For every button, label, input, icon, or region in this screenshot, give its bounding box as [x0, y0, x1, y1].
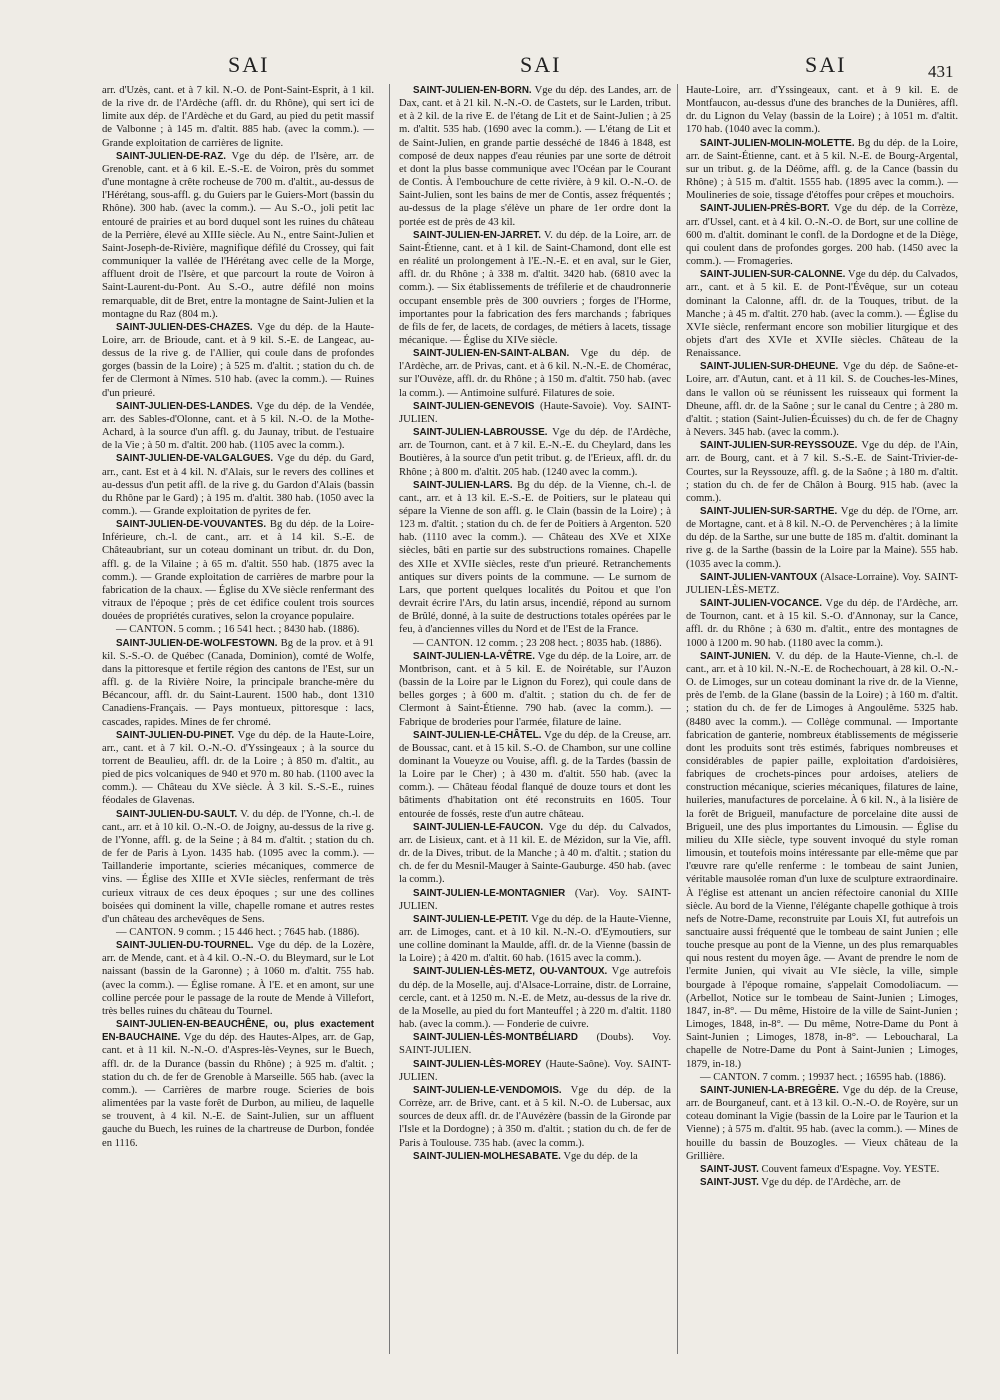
entry-text: V. du dép. de l'Yonne, ch.-l. de cant., arr. et à 10 kil. O.-N.-O. de Joigny, au-dessus de la rive g. de l'Yonne, affl. g. de la Seine ; à 84 m. d'altit. ; station du ch. de fer de Paris à Lyon. 1435 hab. (1095 avec la comm.). — Taillanderie importante, scieries mécaniques, commerce de vins. — Église des XIIIe et XVIe siècles, renfermant de très curieux vitraux de ces deux époques ; sur une des collines boisées qui dominent la ville, chapelle romane et autres restes d'un château des archevêques de Sens. — [102, 808, 374, 925]
dictionary-entry — [686, 268, 958, 360]
dictionary-entry — [686, 650, 958, 1071]
entry-headword: SAINT-JULIEN-LÈS-MOREY — [413, 1058, 542, 1070]
entry-text: Vge du dép. de l'Ardèche, arr. de Tournon, cant. et à 7 kil. E.-N.-E. du Cheylard, dans les Boutières, à la source d'un petit tribut. g. de l'Erieux, affl. dr. du Rhône ; à 800 m. d'altit. 205 hab. (1240 avec la comm.). — [399, 427, 671, 478]
entry-headword: SAINT-JUNIEN. — [700, 650, 771, 662]
entry-headword: SAINT-JULIEN-VANTOUX — [700, 571, 818, 583]
dictionary-entry — [686, 202, 958, 268]
entry-headword: SAINT-JULIEN-DU-SAULT. — [116, 808, 238, 820]
page-number: 431 — [928, 62, 954, 81]
dictionary-entry — [102, 637, 374, 729]
dictionary-entry — [686, 1071, 958, 1084]
text-column-3 — [686, 84, 958, 1189]
entry-text: Vge du dép. du Calvados, arr., cant. et à 5 kil. E. de Pont-l'Évêque, sur un coteau dominant la Calonne, affl. dr. de la Touques, tribut. de la Manche ; à 45 m. d'altit. 270 hab. (avec la comm.). — Église du XVIe siècle, renfermant encore son mobilier liturgique et des objets d'art des XVIe et XVIIe siècles. Château de la Renaissance. — [686, 269, 958, 360]
dictionary-entry — [686, 571, 958, 597]
dictionary-entry — [102, 452, 374, 518]
entry-text: arr. d'Uzès, cant. et à 7 kil. N.-O. de Pont-Saint-Esprit, à 1 kil. de la rive dr. de l'Ardèche (affl. dr. du Rhône), qui sert ici de limite aux dép. de l'Ardèche et du Gard, au pied du petit massif de Valbonne ; à 145 m. d'altit. 885 hab. (avec la comm.). — Grande exploitation de carrières de lignite. — [102, 85, 374, 149]
entry-text: Vge du dép. de la Vendée, arr. des Sables-d'Olonne, cant. et à 5 kil. N.-O. de la Mothe-Achard, à la source d'un affl. g. du Jaunay, tribut. de l'estuaire de la Vie ; à 50 m. d'altit. 200 hab. (1105 avec la comm.). — [102, 400, 374, 452]
entry-headword: SAINT-JULIEN-DE-WOLFESTOWN. — [116, 637, 278, 649]
running-head-left: SAI — [228, 52, 270, 77]
dictionary-entry — [686, 1163, 958, 1176]
entry-text: (Var). Voy. SAINT-JULIEN. — [399, 887, 671, 912]
text-column-2 — [399, 84, 671, 1163]
entry-text: Vge du dép. de la Haute-Vienne, arr. de Limoges, cant. et à 10 kil. N.-N.-O. d'Eymoutiers, sur une colline dominant la Maulde, affl. dr. de la Vienne (bassin de la Loire) ; à 420 m. d'altit. 60 hab. (1615 avec la comm.). — [399, 913, 671, 965]
entry-text: — CANTON. 12 comm. ; 23 208 hect. ; 8035 hab. (1886). — [413, 637, 662, 649]
dictionary-entry — [399, 729, 671, 821]
column-rule — [677, 84, 678, 1354]
entry-headword: SAINT-JULIEN-SUR-DHEUNE. — [700, 361, 839, 373]
dictionary-entry — [399, 821, 671, 887]
entry-text: Vge du dép. de l'Orne, arr. de Mortagne, cant. et à 8 kil. N.-O. de Pervenchères ; à la limite du dép. de la Sarthe, sur une butte de 185 m. d'altit. dominant la rive g. de la Sarthe (bassin de la Loire par la Maine). 555 hab. (1035 avec la comm.). — [686, 506, 958, 570]
dictionary-entry — [102, 729, 374, 808]
entry-text: — CANTON. 5 comm. ; 16 541 hect. ; 8430 hab. (1886). — [116, 624, 360, 636]
entry-headword: SAINT-JULIEN-DU-PINET. — [116, 729, 235, 741]
dictionary-entry — [686, 137, 958, 203]
running-head-right: SAI — [805, 52, 847, 77]
entry-headword: SAINT-JULIEN-DE-VALGALGUES. — [116, 453, 274, 465]
dictionary-entry — [399, 479, 671, 637]
dictionary-entry — [686, 1176, 958, 1189]
dictionary-entry — [399, 1150, 671, 1163]
entry-text: Vge du dép. de la Creuse, arr. de Boussac, cant. et à 15 kil. S.-O. de Chambon, sur une colline dominant la Voueyze ou Vouise, affl. g. de la Tardes (bassin de la Loire par le Cher) ; à 430 m. d'altit. 550 hab. (avec la comm.). — Château féodal flanqué de douze tours et dont les bâtiments d'habitation ont été reconstruits en 1605. Tour entourée de fossés, reste d'un autre château. — [399, 729, 671, 820]
entry-headword: SAINT-JULIEN-EN-SAINT-ALBAN. — [413, 348, 570, 360]
dictionary-entry — [102, 1018, 374, 1150]
entry-text: V. du dép. de la Loire, arr. de Saint-Étienne, cant. et à 1 kil. de Saint-Chamond, dont elle est en réalité un prolongement à l'E.-N.-E. et en aval, sur le Gier, affl. dr. du Rhône ; à 338 m. d'altit. 3420 hab. (6810 avec la comm.). — Six établissements de tréfilerie et de chaudronnerie occupant ensemble près de 300 ouvriers ; forges de l'Horme, importantes pour la fabrication des fers marchands ; fabriques de fils de fer, de lacets, de cordages, de métiers à lacets, tissage mécanique. — Église du XIVe siècle. — [399, 229, 671, 346]
entry-text: (Haute-Saône). Voy. SAINT-JULIEN. — [399, 1058, 671, 1083]
dictionary-entry — [399, 887, 671, 913]
entry-text: Vge du dép. de Saône-et-Loire, arr. d'Autun, cant. et à 11 kil. S. de Couches-les-Mines, dans le vallon où se réunissent les ruisseaux qui forment la Dheune, affl. dr. de la Saône ; sur le canal du Centre ; à 280 m. d'altit. ; station (Saint-Julien-Écuisses) du ch. de fer de Chagny à Nevers. 345 hab. (avec la comm.). — [686, 361, 958, 439]
entry-headword: SAINT-JULIEN-EN-BEAUCHÊNE, ou, plus exactement EN-BAUCHAINE. — [102, 1019, 374, 1044]
entry-text: Vge du dép. du Calvados, arr. de Lisieux, cant. et à 11 kil. E. de Mézidon, sur la Vie, affl. dr. de la Dives, tribut. de la Manche ; à 40 m. d'altit. ; station du ch. de fer du Mesnil-Mauger à Sainte-Gauburge. 450 hab. (avec la comm.). — [399, 821, 671, 886]
entry-headword: SAINT-JULIEN-DES-CHAZES. — [116, 321, 253, 333]
entry-text: — CANTON. 9 comm. ; 15 446 hect. ; 7645 hab. (1886). — [116, 927, 360, 938]
dictionary-entry — [399, 1084, 671, 1150]
entry-headword: SAINT-JULIEN-LA-VÊTRE. — [413, 650, 535, 662]
entry-headword: SAINT-JUST. — [700, 1163, 759, 1175]
dictionary-entry — [102, 400, 374, 453]
entry-headword: SAINT-JULIEN-LE-CHÂTEL. — [413, 729, 542, 741]
entry-text: Haute-Loire, arr. d'Yssingeaux, cant. et à 9 kil. E. de Montfaucon, au-dessus d'une des branches de la Dunières, affl. dr. du Lignon du Velay (bassin de la Loire) ; à 1051 m. d'altit. 170 hab. (1040 avec la comm.). — [686, 85, 958, 136]
dictionary-entry — [686, 439, 958, 505]
running-head-center: SAI — [520, 52, 562, 77]
entry-text: Bg du dép. de la Loire-Inférieure, ch.-l. de cant., arr. et à 14 kil. S.-E. de Châteaubriant, sur un coteau dominant un tribut. dr. du Don, affl. g. de la Vilaine ; à 65 m. d'altit. 550 hab. (1875 avec la comm.). — Grande exploitation de carrières de marbre pour la fabrication de la chaux. — Église du XVe siècle renfermant des vitraux de l'époque ; près de cet édifice coulent trois sources douées de propriétés curatives, selon la croyance populaire. — [102, 519, 374, 623]
dictionary-entry — [399, 1058, 671, 1084]
entry-text: V. du dép. de la Haute-Vienne, ch.-l. de cant., arr. et à 10 kil. N.-N.-E. de Rochechouart, à 28 kil. O.-N.-O. de Limoges, sur un coteau dominant la rive dr. de la Vienne, près de l'emb. de la Glane (bassin de la Loire) ; à 160 m. d'altit. ; station du ch. de fer de Limoges à Angoulême. 5325 hab. (8480 avec la comm.). — Collège communal. — Importante fabrication de ganterie, nombreux établissements de mégisserie dont les produits sont très estimés, fabriques nombreuses et considérables de papier paille, exploitation d'ardoisières, fabriques de crochets-pinces pour ardoises, ateliers de construction mécanique, scieries mécaniques, filatures de laine, huileries, manufactures de porcelaine. À 6 kil. N., à la lisière de la forêt de Brigueil, manufacture de porcelaine dite aussi de Brigueil, une des plus importantes du Limousin. — Église du milieu du XIIe siècle, type souvent invoqué du style roman limousin, et toutefois moins intéressante par elle-même que par l'œuvre rare qu'elle renferme : le tombeau de saint Junien, véritable mausolée roman d'un luxe de sculpture extraordinaire. À l'église est attenant un ancien réfectoire canonial du XIIIe siècle. Au bord de la Vienne, l'élégante chapelle gothique à trois nefs de Notre-Dame, reconstruite par Louis XI, fut autrefois un sanctuaire aussi fréquenté que le tombeau de saint Junien ; elle touche presque au pont de la Vienne, un des plus remarquables qui nous restent du moyen âge. — Avant de prendre le nom de l'ermite Junien, qui vivait au VIe siècle, la ville, simple bourgade à l'époque romaine, s'appelait Comodoliacum. — (Arbellot, Notice sur le tombeau de Saint-Junien ; Limoges, 1847, in-8°. — Du même, Histoire de la ville de Saint-Junien ; Limoges, 1848, in-8°. — Du même, Notre-Dame du Pont à Saint-Junien ; Limoges, 1878, in-8°. — Leboucharal, La chapelle de Notre-Dame du Pont à Saint-Junien ; Limoges, 1879, in-18.) — [686, 650, 958, 1070]
dictionary-entry — [399, 913, 671, 966]
dictionary-entry — [686, 1084, 958, 1163]
entry-headword: SAINT-JULIEN-PRÈS-BORT. — [700, 203, 830, 215]
entry-text: Vge du dép. de l'Ardèche, arr. de — [758, 1176, 901, 1188]
dictionary-entry — [686, 360, 958, 439]
dictionary-entry — [399, 965, 671, 1031]
entry-text: Vge du dép. de la Loire, arr. de Montbrison, cant. et à 5 kil. E. de Noirétable, sur l'Auzon (bassin de la Loire par le Lignon du Forez), qui coule dans de belles gorges ; à 600 m. d'altit. ; station du ch. de fer de Clermont à Saint-Étienne. 790 hab. (avec la comm.). — Fabrique de broderies pour l'armée, filature de laine. — [399, 650, 671, 728]
entry-text: (Alsace-Lorraine). Voy. SAINT-JULIEN-LÈS-METZ. — [686, 571, 958, 596]
entry-text: Couvent fameux d'Espagne. Voy. YESTE. — [758, 1163, 940, 1175]
entry-headword: SAINT-JULIEN-DES-LANDES. — [116, 400, 253, 412]
entry-headword: SAINT-JULIEN-DE-VOUVANTES. — [116, 519, 267, 531]
entry-headword: SAINT-JUNIEN-LA-BREGÈRE. — [700, 1084, 839, 1096]
entry-headword: SAINT-JULIEN-DE-RAZ. — [116, 150, 226, 162]
entry-text: Vge du dép. de l'Ardèche, arr. de Privas, cant. et à 6 kil. N.-N.-E. de Chomérac, sur l'Ouvèze, affl. dr. du Rhône ; à 150 m. d'altit. 750 hab. (avec la comm.). — Antimoine sulfuré. Filatures de soie. — [399, 348, 671, 399]
entry-headword: SAINT-JULIEN-SUR-SARTHE. — [700, 506, 838, 517]
dictionary-entry — [102, 321, 374, 400]
entry-text: — CANTON. 7 comm. ; 19937 hect. ; 16595 hab. (1886). — [700, 1071, 947, 1083]
dictionary-entry — [686, 597, 958, 650]
dictionary-entry — [399, 637, 671, 650]
entry-headword: SAINT-JULIEN-EN-BORN. — [413, 85, 532, 96]
entry-headword: SAINT-JULIEN-SUR-CALONNE. — [700, 269, 846, 281]
entry-headword: SAINT-JULIEN-GENEVOIS — [413, 400, 535, 412]
entry-text: Vge du dép. de la Lozère, arr. de Mende, cant. et à 4 kil. O.-N.-O. du Bleymard, sur le Lot naissant (bassin de la Garonne) ; à 1060 m. d'altit. 755 hab. (avec la comm.). — Église romane. À l'E. et en amont, sur une colline percée pour le passage de la route de Mende à Villefort, très belles ruines du château du Tournel. — [102, 940, 374, 1017]
entry-text: Vge du dép. de l'Isère, arr. de Grenoble, cant. et à 6 kil. E.-S.-E. de Voiron, près du sommet d'une montagne à crête rocheuse de 700 m. d'altit., au-dessus de l'Hérétang, sous-affl. g. du Guiers par le Guiers-Mort (bassin du Rhône). 300 hab. (avec la comm.). — Au S.-O., joli petit lac entouré de prairies et au bord duquel sont les ruines du château de la Perrière, élevé au XIIIe siècle. Au N., entre Saint-Julien et Saint-Joseph-de-Rivière, magnifique défilé du Crossey, qui fait communiquer la vallée de l'Hérétang avec celle de la Morge, affluent droit de l'Isère, et que parcourt la route de Voiron à Saint-Laurent-du-Pont. Au S.-O., autre défilé non moins remarquable, dit de Bret, entre la montagne de Saint-Julien et la montagne du Raz (804 m.). — [102, 150, 374, 320]
entry-text: (Doubs). Voy. SAINT-JULIEN. — [399, 1032, 671, 1057]
entry-headword: SAINT-JULIEN-LABROUSSE. — [413, 427, 548, 439]
entry-text: Vge du dép. des Hautes-Alpes, arr. de Gap, cant. et à 11 kil. N.-N.-O. d'Aspres-lès-Veynes, sur le Buech, affl. dr. de la Durance (bassin du Rhône) ; à 925 m. d'altit. ; station du ch. de fer de Grenoble à Marseille. 565 hab. (avec la comm.). — Carrières de marbre rouge. Scieries de bois alimentées par la vaste forêt de Durbon, au milieu, de laquelle se trouvent, à 4 kil. N.-E. de Saint-Julien, sur un affluent gauche du Buech, les ruines de la chartreuse de Durbon, fondée en 1116. — [102, 1032, 374, 1149]
dictionary-entry — [102, 926, 374, 939]
entry-headword: SAINT-JUST. — [700, 1176, 759, 1188]
dictionary-entry — [686, 84, 958, 137]
entry-headword: SAINT-JULIEN-LÈS-METZ, OU-VANTOUX. — [413, 966, 608, 978]
entry-headword: SAINT-JULIEN-MOLHESABATE. — [413, 1150, 561, 1162]
dictionary-entry — [399, 1031, 671, 1057]
entry-headword: SAINT-JULIEN-LE-PETIT. — [413, 913, 529, 925]
dictionary-entry — [102, 939, 374, 1018]
entry-text: Vge du dép. des Landes, arr. de Dax, cant. et à 21 kil. N.-N.-O. de Castets, sur le Larden, tribut. et à 2 kil. de la rive E. de l'étang de Lit et de Saint-Julien ; à 25 m. d'altit. 535 hab. (1690 avec la comm.). — L'étang de Lit et de Saint-Julien, en grande partie desséché de 1846 à 1848, est composé de deux nappes d'eau réunies par une sorte de détroit et dont la plus basse communique avec l'Océan par le Courant de Contis. À l'embouchure de cette rivière, à 9 kil. O.-N.-O. de Saint-Julien, sont les bains de mer de Contis, assez fréquentés ; au-dessus de la plage s'élève un phare de 1er ordre dont la portée est de près de 43 kil. — [399, 85, 671, 228]
entry-headword: SAINT-JULIEN-LE-MONTAGNIER — [413, 887, 566, 899]
entry-text: Vge du dép. de la Haute-Loire, arr., cant. et à 7 kil. O.-N.-O. d'Yssingeaux ; à la source du torrent de Beaulieu, affl. dr. de la Loire ; à 850 m. d'altit., au pied de pics volcaniques de 940 et 970 m. 80 hab. (1100 avec la comm.). — Château du XVe siècle. À 3 kil. S.-S.-E., ruines féodales de Glavenas. — [102, 729, 374, 807]
dictionary-entry — [102, 808, 374, 926]
entry-headword: SAINT-JULIEN-LE-FAUCON. — [413, 821, 544, 833]
entry-text: Vge du dép. de la Creuse, arr. de Bourganeuf, cant. et à 13 kil. O.-N.-O. de Royère, sur un coteau dominant la Vigie (bassin de la Loire par le Taurion et la Vienne) ; à 575 m. d'altit. 95 hab. (avec la comm.). — Mines de houille du bassin de Bouzogles. — Vieux château de la Grillière. — [686, 1084, 958, 1162]
entry-text: Vge du dép. de la — [560, 1150, 638, 1162]
dictionary-entry — [399, 400, 671, 426]
text-column-1 — [102, 84, 374, 1150]
dictionary-entry — [102, 84, 374, 150]
entry-headword: SAINT-JULIEN-EN-JARRET. — [413, 229, 541, 241]
entry-headword: SAINT-JULIEN-SUR-REYSSOUZE. — [700, 440, 858, 452]
entry-text: Vge du dép. de la Haute-Loire, arr. de Brioude, cant. et à 9 kil. S.-E. de Langeac, au-dessus de la rive g. de l'Allier, qui coule dans de profondes gorges (bassin de la Loire) ; à 525 m. d'altit. ; station du ch. de fer de Clermont à Nîmes. 510 hab. (avec la comm.). — Ruines d'un prieuré. — [102, 321, 374, 399]
dictionary-entry — [102, 623, 374, 636]
dictionary-entry — [102, 518, 374, 623]
entry-headword: SAINT-JULIEN-LE-VENDOMOIS. — [413, 1084, 562, 1096]
entry-headword: SAINT-JULIEN-LARS. — [413, 479, 513, 491]
entry-text: (Haute-Savoie). Voy. SAINT-JULIEN. — [399, 400, 671, 425]
dictionary-entry — [399, 84, 671, 229]
entry-headword: SAINT-JULIEN-DU-TOURNEL. — [116, 940, 254, 952]
entry-text: Bg du dép. de la Vienne, ch.-l. de cant., arr. et à 13 kil. E.-S.-E. de Poitiers, sur le plateau qui sépare la Vienne de son affl. g. le Clain (bassin de la Loire) ; à 123 m. d'altit. ; station du ch. de fer de Poitiers à Argenton. 520 hab. (1110 avec la comm.). — Château des XVe et XIXe siècles, bâti en partie sur des substructions romaines. Chapelle des XIIe et XVIIe siècles, reste d'un prieuré. Retranchements antiques sur divers points de la commune. — Le surnom de Lars, que portent quelques localités du Poitou et que l'on devrait écrire l'Ars, du latin arsus, incendié, répond au surnom de Brûlé, donné, à la suite de destructions totales opérées par le feu, à d'anciennes villes du Nord et de l'Est de la France. — [399, 479, 671, 636]
entry-text: Bg de la prov. et à 91 kil. S.-S.-O. de Québec (Canada, Dominion), comté de Wolfe, dans la pittoresque et fertile région des cantons de l'Est, sur un affl. g. de la Rivière Noire, la principale branche-mère du Bécancour, affl. dr. du Saint-Laurent. 1500 hab., dont 1310 Canadiens-Français. — Pays montueux, pittoresque : lacs, cascades, rapides. Mines de fer chromé. — [102, 637, 374, 728]
entry-text: Vge autrefois du dép. de la Moselle, auj. d'Alsace-Lorraine, distr. de Lorraine, cercle, cant. et à 1250 m. N.-E. de Metz, au-dessus de la rive dr. de la Moselle, au pied du fort Manteuffel ; à 220 m. d'altit. 1180 hab. (avec la comm.). — Fonderie de cuivre. — [399, 966, 671, 1031]
column-rule — [389, 84, 390, 1354]
entry-headword: SAINT-JULIEN-LÈS-MONTBÉLIARD — [413, 1032, 578, 1044]
entry-text: Vge du dép. de la Corrèze, arr. d'Ussel, cant. et à 4 kil. O.-N.-O. de Bort, sur une colline de 600 m. d'altit. dominant le confl. de la Dordogne et de la Diège, qui coulent dans de profondes gorges. 200 hab. (1450 avec la comm.). — Fromageries. — [686, 203, 958, 268]
dictionary-entry — [686, 505, 958, 571]
entry-headword: SAINT-JULIEN-VOCANCE. — [700, 598, 822, 610]
dictionary-entry — [399, 229, 671, 347]
entry-text: Vge du dép. de la Corrèze, arr. de Brive, cant. et à 5 kil. N.-O. de Lubersac, aux sources de deux affl. dr. de l'Auvézère (bassin de la Gironde par l'Isle et la Dordogne) ; à 350 m. d'altit. ; station du ch. de fer de Paris à Toulouse. 735 hab. (avec la comm.). — [399, 1084, 671, 1149]
dictionary-entry — [102, 150, 374, 321]
entry-text: Vge du dép. du Gard, arr., cant. Est et à 4 kil. N. d'Alais, sur le revers des collines et au-dessus d'un petit affl. de la rive g. du Gardon d'Alais (bassin du Rhône par le Gard) ; à 195 m. d'altit. 380 hab. (1050 avec la comm.). — Grande exploitation de pyrites de fer. — [102, 453, 374, 517]
entry-text: Bg du dép. de la Loire, arr. de Saint-Étienne, cant. et à 5 kil. N.-E. de Bourg-Argental, sur un tribut. g. de la Déôme, affl. g. de la Cance (bassin du Rhône) ; à 515 m. d'altit. 1555 hab. (1895 avec la comm.). — Moulineries de soie, tissage d'étoffes pour crêpes et mouchoirs. — [686, 137, 958, 202]
entry-text: Vge du dép. de l'Ain, arr. de Bourg, cant. et à 7 kil. S.-S.-E. de Saint-Trivier-de-Courtes, sur la Reyssouze, affl. g. de la Saône ; à 180 m. d'altit. ; station du ch. de fer de Châlon à Bourg. 915 hab. (avec la comm.). — [686, 440, 958, 504]
dictionary-entry — [399, 426, 671, 479]
entry-text: Vge du dép. de l'Ardèche, arr. de Tournon, cant. et à 15 kil. S.-O. d'Annonay, sur la Cance, affl. dr. du Rhône ; à 630 m. d'altit., entre des montagnes de 1000 à 1200 m. 90 hab. (1180 avec la comm.). — [686, 598, 958, 649]
dictionary-entry — [399, 650, 671, 729]
entry-headword: SAINT-JULIEN-MOLIN-MOLETTE. — [700, 137, 855, 149]
dictionary-entry — [399, 347, 671, 400]
